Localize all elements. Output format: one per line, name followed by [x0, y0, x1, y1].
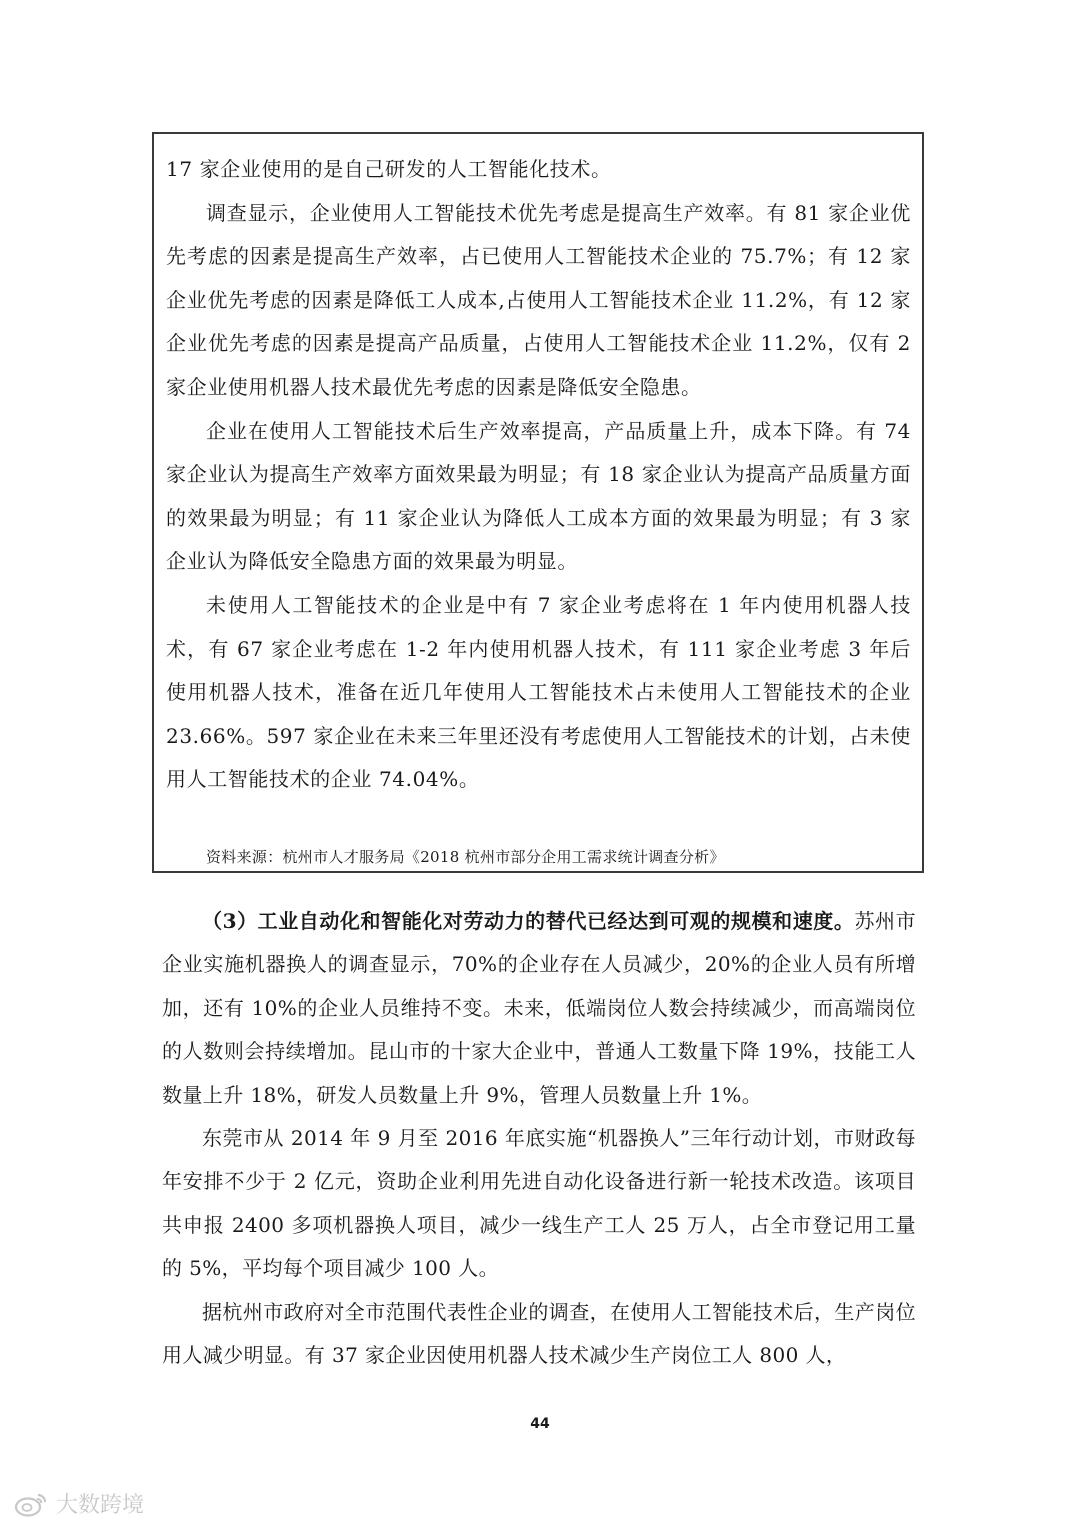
box-paragraph-2: 调查显示，企业使用人工智能技术优先考虑是提高生产效率。有 81 家企业优先考虑的因素是提高生产效率，占已使用人工智能技术企业的 75.7%；有 12 家企业优先考虑的因素是降低工人成本,占使用人工智能技术企业 11.2%，有 12 家企业优先考虑的因素是提高产品质量，占使用人工智能技术企业 11.2%，仅有 2 家企业使用机器人技术最优先考虑的因素是降低安全隐患。	[166, 200, 911, 399]
box-paragraph-3: 企业在使用人工智能技术后生产效率提高，产品质量上升，成本下降。有 74 家企业认为提高生产效率方面效果最为明显；有 18 家企业认为提高产品质量方面的效果最为明显；有 11 家企业认为降低人工成本方面的效果最为明显；有 3 家企业认为降低安全隐患方面的效果最为明显。	[166, 418, 911, 574]
watermark	[14, 1488, 144, 1519]
section-heading: （3）工业自动化和智能化对劳动力的替代已经达到可观的规模和速度。	[202, 909, 855, 933]
page-number: 44	[530, 1416, 550, 1432]
main-paragraph-2: 东莞市从 2014 年 9 月至 2016 年底实施“机器换人”三年行动计划，市财政每年安排不少于 2 亿元，资助企业利用先进自动化设备进行新一轮技术改造。该项目共申报 2400 多项机器换人项目，减少一线生产工人 25 万人，占全市登记用工量的 5%，平均每个项目减少 100 人。	[162, 1126, 916, 1281]
box-body	[166, 148, 911, 802]
box-source-note: 资料来源：杭州市人才服务局《2018 杭州市部分企用工需求统计调查分析》	[206, 848, 725, 866]
box-paragraph-1: 17 家企业使用的是自己研发的人工智能化技术。	[166, 157, 612, 181]
main-paragraph-3: 据杭州市政府对全市范围代表性企业的调查，在使用人工智能技术后，生产岗位用人减少明显。有 37 家企业因使用机器人技术减少生产岗位工人 800 人，	[162, 1299, 916, 1368]
weibo-logo-icon	[14, 1491, 48, 1517]
main-paragraph-1	[162, 900, 916, 1117]
main-body-text	[162, 900, 916, 1377]
box-paragraph-4: 未使用人工智能技术的企业是中有 7 家企业考虑将在 1 年内使用机器人技术，有 67 家企业考虑在 1-2 年内使用机器人技术，有 111 家企业考虑 3 年后使用机器人技术，准备在近几年使用人工智能技术占未使用人工智能技术的企业 23.66%。597 家企业在未来三年里还没有考虑使用人工智能技术的计划，占未使用人工智能技术的企业 74.04%。	[166, 592, 911, 792]
survey-info-box	[152, 132, 924, 873]
watermark-text: 大数跨境	[56, 1493, 145, 1518]
main-paragraph-1-body: 苏州市企业实施机器换人的调查显示，70%的企业存在人员减少，20%的企业人员有所增加，还有 10%的企业人员维持不变。未来，低端岗位人数会持续减少，而高端岗位的人数则会持续增加。昆山市的十家大企业中，普通人工数量下降 19%，技能工人数量上升 18%，研发人员数量上升 9%，管理人员数量上升 1%。	[162, 909, 916, 1107]
